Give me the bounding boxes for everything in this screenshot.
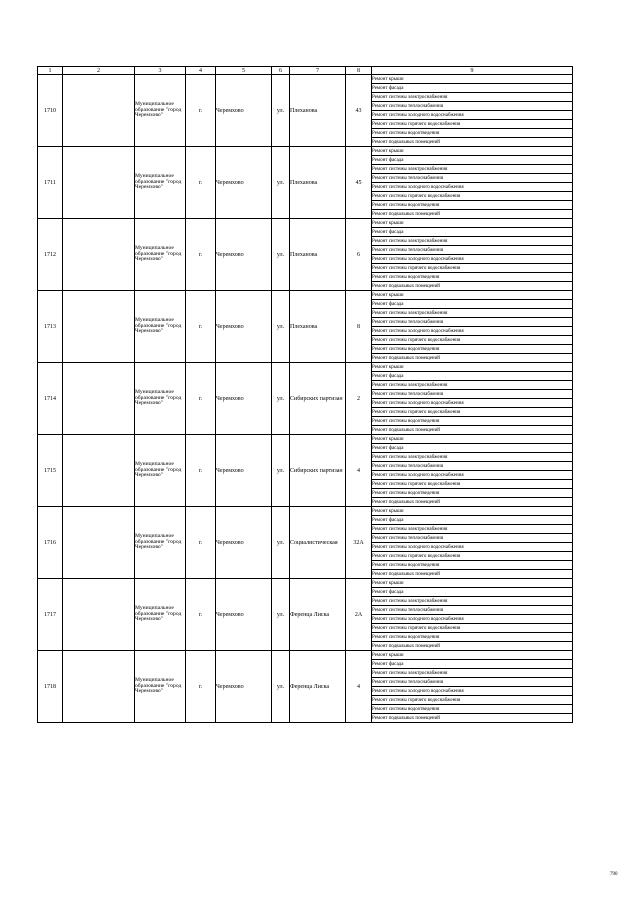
street-type-cell: ул. (272, 435, 290, 507)
table-row (38, 363, 573, 372)
table-row (38, 579, 573, 588)
work-type-cell: Ремонт системы горячего водоснабжения (372, 120, 573, 129)
locality-type-cell: г. (186, 291, 216, 363)
work-type-cell: Ремонт крыши (372, 291, 573, 300)
house-number-cell: 2 (346, 363, 372, 435)
locality-type-cell: г. (186, 507, 216, 579)
work-type-cell: Ремонт системы электроснабжения (372, 93, 573, 102)
locality-type-cell: г. (186, 75, 216, 147)
work-type-cell: Ремонт системы водоотведения (372, 273, 573, 282)
street-type-cell: ул. (272, 579, 290, 651)
column-header: 2 (63, 67, 135, 75)
work-type-cell: Ремонт системы водоотведения (372, 705, 573, 714)
work-type-cell: Ремонт системы холодного водоснабжения (372, 111, 573, 120)
street-type-cell: ул. (272, 363, 290, 435)
locality-type-cell: г. (186, 435, 216, 507)
city-cell: Черемхово (216, 75, 272, 147)
work-type-cell: Ремонт подвальных помещений (372, 498, 573, 507)
house-number-cell: 45 (346, 147, 372, 219)
locality-type-cell: г. (186, 579, 216, 651)
table-body (38, 75, 573, 723)
empty-cell (63, 291, 135, 363)
street-cell: Плеханова (290, 219, 346, 291)
work-type-cell: Ремонт системы водоотведения (372, 201, 573, 210)
column-header: 7 (290, 67, 346, 75)
work-type-cell: Ремонт системы электроснабжения (372, 381, 573, 390)
house-number-cell: 32А (346, 507, 372, 579)
column-header: 8 (346, 67, 372, 75)
record-number: 1718 (38, 651, 63, 723)
work-type-cell: Ремонт системы горячего водоснабжения (372, 624, 573, 633)
street-type-cell: ул. (272, 147, 290, 219)
empty-cell (63, 579, 135, 651)
column-header: 5 (216, 67, 272, 75)
work-type-cell: Ремонт подвальных помещений (372, 282, 573, 291)
work-type-cell: Ремонт системы водоотведения (372, 561, 573, 570)
record-number: 1717 (38, 579, 63, 651)
record-number: 1710 (38, 75, 63, 147)
table-row (38, 147, 573, 156)
work-type-cell: Ремонт подвальных помещений (372, 354, 573, 363)
work-type-cell: Ремонт подвальных помещений (372, 570, 573, 579)
work-type-cell: Ремонт системы холодного водоснабжения (372, 183, 573, 192)
work-type-cell: Ремонт подвальных помещений (372, 210, 573, 219)
record-number: 1712 (38, 219, 63, 291)
work-type-cell: Ремонт подвальных помещений (372, 426, 573, 435)
work-type-cell: Ремонт системы электроснабжения (372, 669, 573, 678)
house-number-cell: 43 (346, 75, 372, 147)
empty-cell (63, 147, 135, 219)
record-number: 1711 (38, 147, 63, 219)
street-cell: Сибирских партизан (290, 435, 346, 507)
locality-type-cell: г. (186, 219, 216, 291)
street-cell: Плеханова (290, 147, 346, 219)
work-type-cell: Ремонт системы теплоснабжения (372, 678, 573, 687)
house-number-cell: 8 (346, 291, 372, 363)
work-type-cell: Ремонт системы холодного водоснабжения (372, 327, 573, 336)
empty-cell (63, 75, 135, 147)
municipality-cell: Муниципальное образование "город Черемхово" (135, 219, 186, 291)
record-number: 1714 (38, 363, 63, 435)
work-type-cell: Ремонт системы электроснабжения (372, 165, 573, 174)
street-type-cell: ул. (272, 507, 290, 579)
street-cell: Плеханова (290, 75, 346, 147)
work-type-cell: Ремонт фасада (372, 372, 573, 381)
work-type-cell: Ремонт системы горячего водоснабжения (372, 336, 573, 345)
work-type-cell: Ремонт фасада (372, 516, 573, 525)
record-number: 1715 (38, 435, 63, 507)
work-type-cell: Ремонт системы горячего водоснабжения (372, 480, 573, 489)
empty-cell (63, 507, 135, 579)
work-type-cell: Ремонт системы теплоснабжения (372, 534, 573, 543)
table-row (38, 435, 573, 444)
work-type-cell: Ремонт системы холодного водоснабжения (372, 255, 573, 264)
work-type-cell: Ремонт системы водоотведения (372, 489, 573, 498)
empty-cell (63, 363, 135, 435)
work-type-cell: Ремонт крыши (372, 219, 573, 228)
page-number: 790 (610, 872, 618, 877)
street-cell: Сибирских партизан (290, 363, 346, 435)
house-number-cell: 6 (346, 219, 372, 291)
work-type-cell: Ремонт фасада (372, 156, 573, 165)
column-header: 4 (186, 67, 216, 75)
work-type-cell: Ремонт крыши (372, 363, 573, 372)
work-type-cell: Ремонт системы теплоснабжения (372, 174, 573, 183)
work-type-cell: Ремонт системы водоотведения (372, 633, 573, 642)
work-type-cell: Ремонт подвальных помещений (372, 714, 573, 723)
work-type-cell: Ремонт фасада (372, 588, 573, 597)
work-type-cell: Ремонт системы теплоснабжения (372, 462, 573, 471)
work-type-cell: Ремонт системы электроснабжения (372, 525, 573, 534)
municipality-cell: Муниципальное образование "город Черемхово" (135, 147, 186, 219)
work-type-cell: Ремонт системы холодного водоснабжения (372, 687, 573, 696)
city-cell: Черемхово (216, 219, 272, 291)
street-cell: Социалистическая (290, 507, 346, 579)
work-type-cell: Ремонт фасада (372, 300, 573, 309)
house-number-cell: 4 (346, 651, 372, 723)
column-header: 3 (135, 67, 186, 75)
street-type-cell: ул. (272, 75, 290, 147)
house-number-cell: 2А (346, 579, 372, 651)
street-cell: Ференца Лиска (290, 651, 346, 723)
city-cell: Черемхово (216, 147, 272, 219)
work-type-cell: Ремонт системы горячего водоснабжения (372, 264, 573, 273)
work-type-cell: Ремонт крыши (372, 75, 573, 84)
street-cell: Ференца Лиска (290, 579, 346, 651)
work-type-cell: Ремонт системы теплоснабжения (372, 102, 573, 111)
work-type-cell: Ремонт крыши (372, 651, 573, 660)
work-type-cell: Ремонт крыши (372, 507, 573, 516)
municipality-cell: Муниципальное образование "город Черемхово" (135, 579, 186, 651)
work-type-cell: Ремонт системы теплоснабжения (372, 606, 573, 615)
column-header: 1 (38, 67, 63, 75)
locality-type-cell: г. (186, 651, 216, 723)
house-number-cell: 4 (346, 435, 372, 507)
city-cell: Черемхово (216, 291, 272, 363)
table-row (38, 651, 573, 660)
work-type-cell: Ремонт подвальных помещений (372, 138, 573, 147)
work-type-cell: Ремонт системы водоотведения (372, 129, 573, 138)
work-type-cell: Ремонт системы теплоснабжения (372, 390, 573, 399)
work-type-cell: Ремонт системы холодного водоснабжения (372, 471, 573, 480)
work-type-cell: Ремонт фасада (372, 444, 573, 453)
work-type-cell: Ремонт системы водоотведения (372, 345, 573, 354)
municipality-cell: Муниципальное образование "город Черемхово" (135, 435, 186, 507)
record-number: 1713 (38, 291, 63, 363)
work-type-cell: Ремонт подвальных помещений (372, 642, 573, 651)
work-type-cell: Ремонт системы горячего водоснабжения (372, 408, 573, 417)
work-type-cell: Ремонт системы горячего водоснабжения (372, 552, 573, 561)
street-type-cell: ул. (272, 291, 290, 363)
city-cell: Черемхово (216, 363, 272, 435)
work-type-cell: Ремонт фасада (372, 228, 573, 237)
work-type-cell: Ремонт системы водоотведения (372, 417, 573, 426)
empty-cell (63, 219, 135, 291)
municipality-cell: Муниципальное образование "город Черемхово" (135, 507, 186, 579)
municipality-cell: Муниципальное образование "город Черемхово" (135, 363, 186, 435)
work-type-cell: Ремонт системы горячего водоснабжения (372, 192, 573, 201)
city-cell: Черемхово (216, 435, 272, 507)
table-row (38, 75, 573, 84)
work-type-cell: Ремонт системы теплоснабжения (372, 318, 573, 327)
table-row (38, 507, 573, 516)
work-type-cell: Ремонт системы электроснабжения (372, 237, 573, 246)
work-type-cell: Ремонт системы электроснабжения (372, 309, 573, 318)
table-header-row (38, 67, 573, 75)
work-type-cell: Ремонт системы холодного водоснабжения (372, 543, 573, 552)
municipality-cell: Муниципальное образование "город Черемхово" (135, 291, 186, 363)
column-header: 6 (272, 67, 290, 75)
work-type-cell: Ремонт крыши (372, 147, 573, 156)
locality-type-cell: г. (186, 363, 216, 435)
work-type-cell: Ремонт крыши (372, 435, 573, 444)
municipality-cell: Муниципальное образование "город Черемхово" (135, 75, 186, 147)
city-cell: Черемхово (216, 651, 272, 723)
table-row (38, 291, 573, 300)
work-type-cell: Ремонт фасада (372, 660, 573, 669)
work-type-cell: Ремонт системы электроснабжения (372, 453, 573, 462)
column-header: 9 (372, 67, 573, 75)
record-number: 1716 (38, 507, 63, 579)
street-type-cell: ул. (272, 651, 290, 723)
work-type-cell: Ремонт системы электроснабжения (372, 597, 573, 606)
work-type-cell: Ремонт системы холодного водоснабжения (372, 615, 573, 624)
empty-cell (63, 651, 135, 723)
municipality-cell: Муниципальное образование "город Черемхово" (135, 651, 186, 723)
work-type-cell: Ремонт крыши (372, 579, 573, 588)
street-cell: Плеханова (290, 291, 346, 363)
repair-schedule-table (37, 66, 573, 723)
table-row (38, 219, 573, 228)
work-type-cell: Ремонт фасада (372, 84, 573, 93)
empty-cell (63, 435, 135, 507)
city-cell: Черемхово (216, 579, 272, 651)
street-type-cell: ул. (272, 219, 290, 291)
locality-type-cell: г. (186, 147, 216, 219)
work-type-cell: Ремонт системы горячего водоснабжения (372, 696, 573, 705)
work-type-cell: Ремонт системы теплоснабжения (372, 246, 573, 255)
city-cell: Черемхово (216, 507, 272, 579)
work-type-cell: Ремонт системы холодного водоснабжения (372, 399, 573, 408)
